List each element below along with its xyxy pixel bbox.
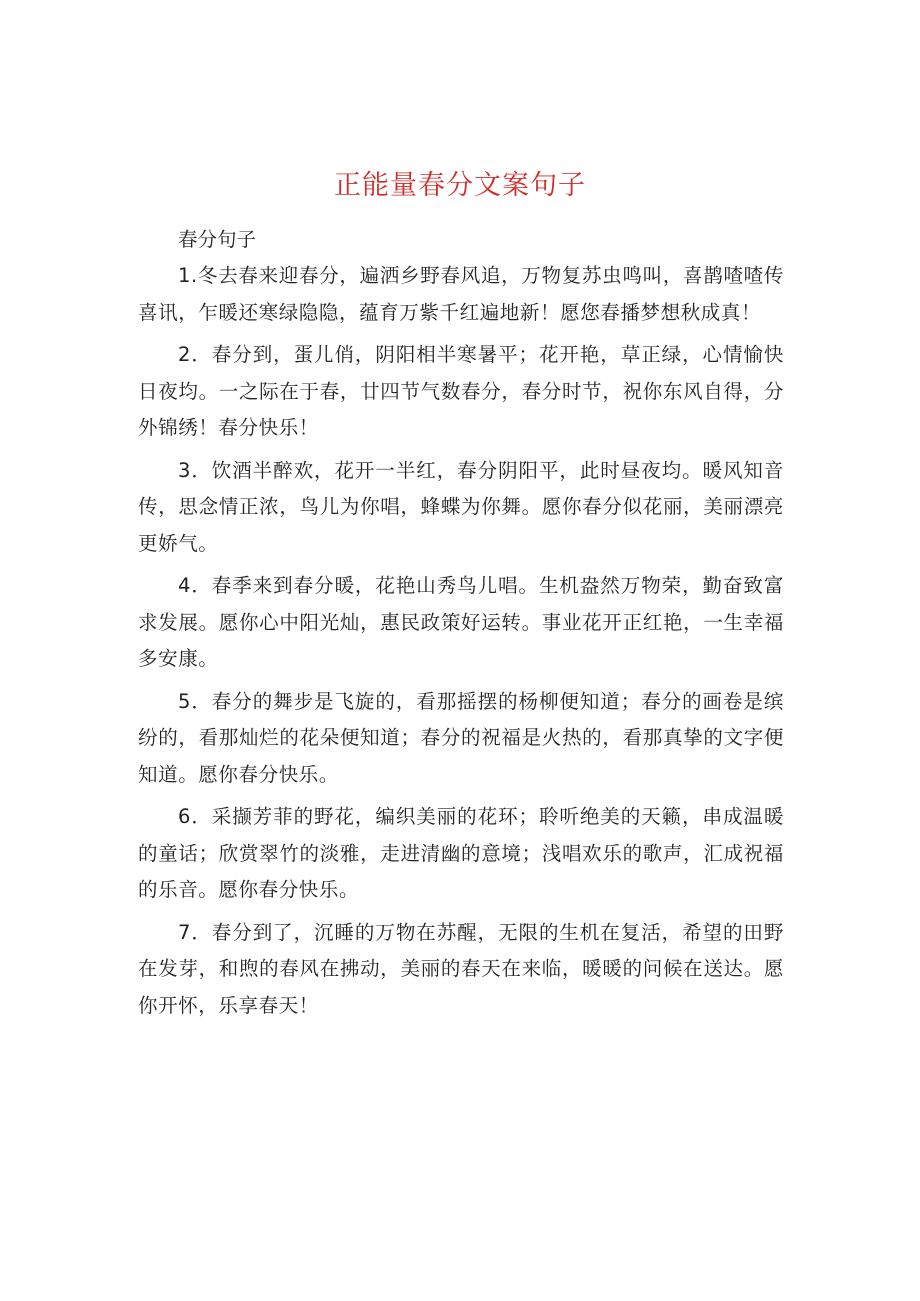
document-body — [138, 222, 784, 1030]
paragraph-6: 6．采撷芳菲的野花，编织美丽的花环；聆听绝美的天籁，串成温暖的童话；欣赏翠竹的淡雅，走进清幽的意境；浅唱欢乐的歌声，汇成祝福的乐音。愿你春分快乐。 — [138, 805, 784, 901]
paragraph-7: 7．春分到了，沉睡的万物在苏醒，无限的生机在复活，希望的田野在发芽，和煦的春风在拂动，美丽的春天在来临，暖暖的问候在送达。愿你开怀，乐享春天！ — [138, 920, 784, 1017]
paragraph-5: 5．春分的舞步是飞旋的，看那摇摆的杨柳便知道；春分的画卷是缤纷的，看那灿烂的花朵便知道；春分的祝福是火热的，看那真挚的文字便知道。愿你春分快乐。 — [138, 689, 784, 786]
paragraph-2: 2．春分到，蛋儿俏，阴阳相半寒暑平；花开艳，草正绿，心情愉快日夜均。一之际在于春，廿四节气数春分，春分时节，祝你东风自得，分外锦绣！春分快乐！ — [138, 343, 784, 439]
paragraph-1: 1.冬去春来迎春分，遍洒乡野春风追，万物复苏虫鸣叫，喜鹊喳喳传喜讯，乍暖还寒绿隐隐，蕴育万紫千红遍地新！愿您春播梦想秋成真！ — [138, 264, 784, 324]
paragraph-4: 4．春季来到春分暖，花艳山秀鸟儿唱。生机盎然万物荣，勤奋致富求发展。愿你心中阳光灿，惠民政策好运转。事业花开正红艳，一生幸福多安康。 — [138, 574, 784, 670]
paragraph-3: 3．饮酒半醉欢，花开一半红，春分阴阳平，此时昼夜均。暖风知音传，思念情正浓，鸟儿为你唱，蜂蝶为你舞。愿你春分似花丽，美丽漂亮更娇气。 — [138, 458, 784, 555]
document-title: 正能量春分文案句子 — [334, 170, 586, 201]
section-subheading: 春分句子 — [178, 228, 257, 251]
